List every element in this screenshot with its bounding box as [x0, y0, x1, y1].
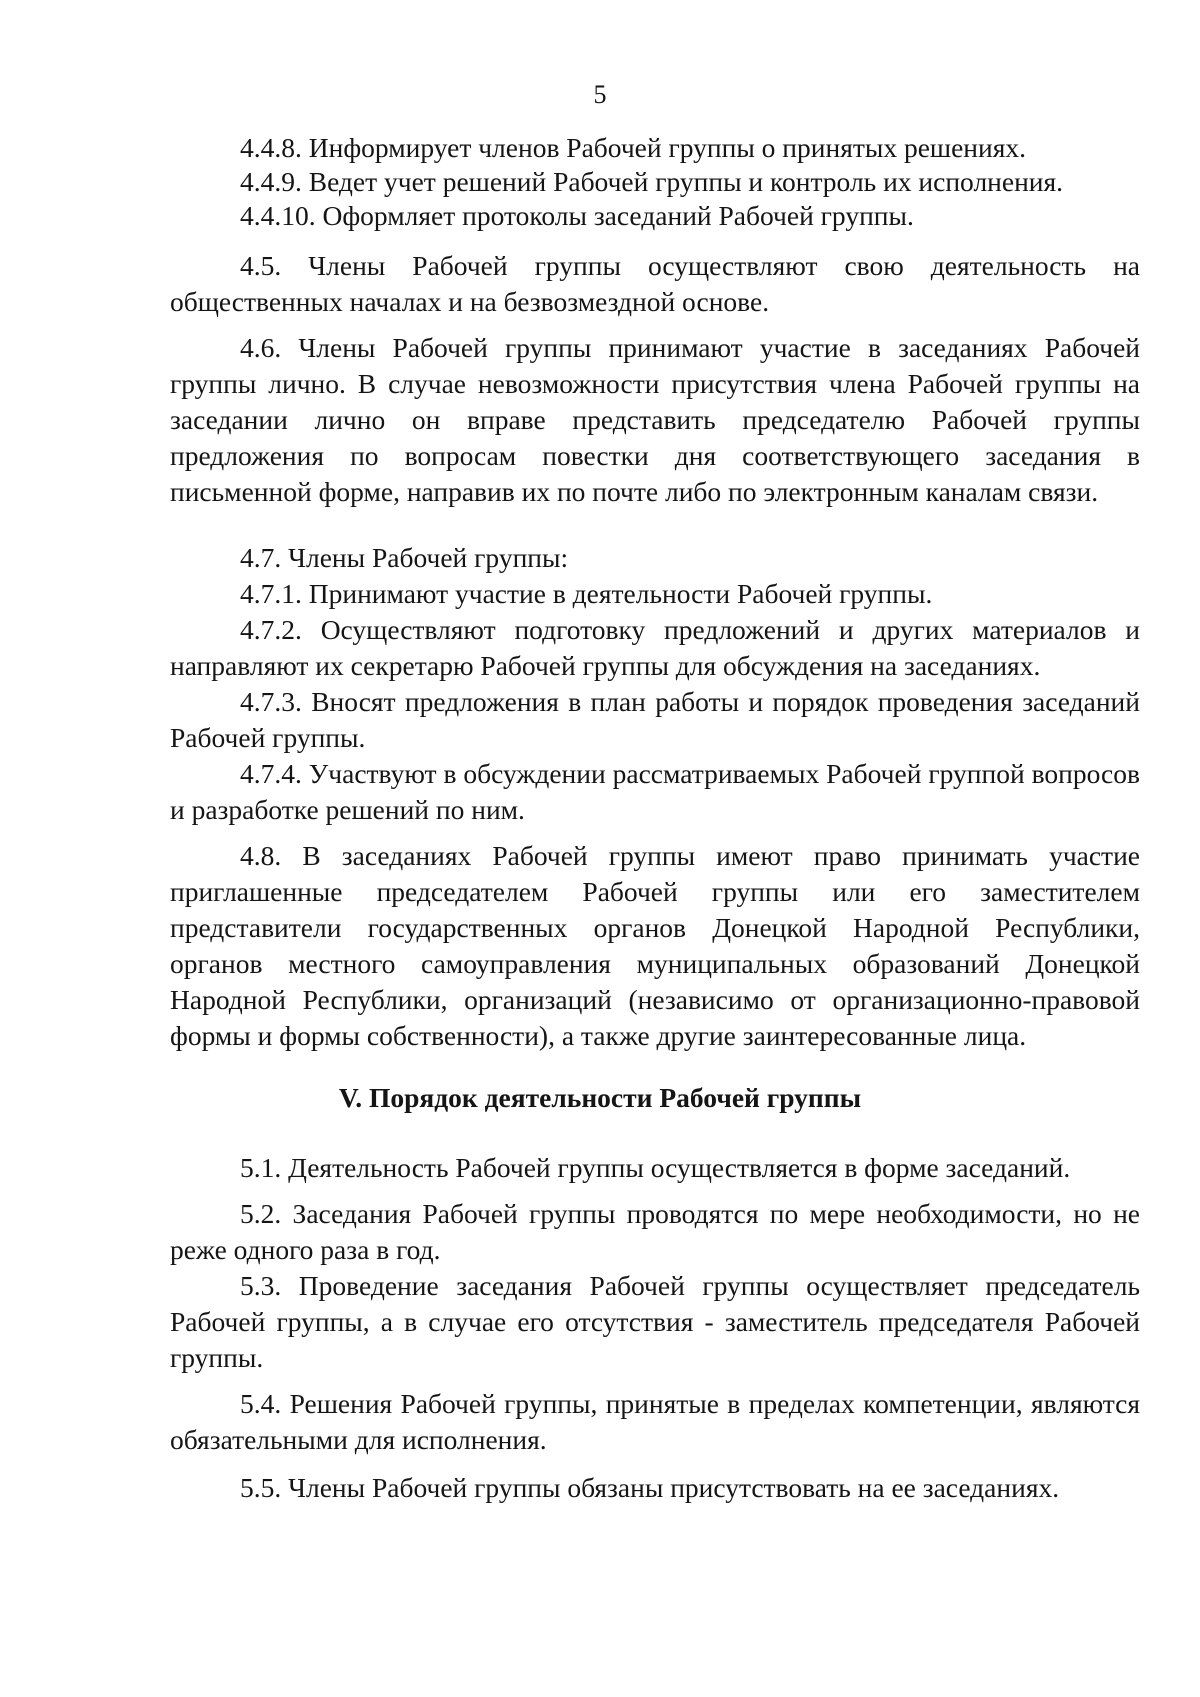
- paragraph-5-2: 5.2. Заседания Рабочей группы проводятся по мере необходимости, но не реже одного раза в год.: [170, 1198, 1140, 1265]
- paragraph-5-5: 5.5. Члены Рабочей группы обязаны присутствовать на ее заседаниях.: [240, 1472, 1060, 1503]
- page-number: 5: [593, 80, 607, 109]
- paragraph-4-5: 4.5. Члены Рабочей группы осуществляют свою деятельность на общественных началах и на безвозмездной основе.: [170, 250, 1140, 317]
- paragraph-4-4-8: 4.4.8. Информирует членов Рабочей группы о принятых решениях.: [240, 132, 1027, 163]
- paragraph-4-6: 4.6. Члены Рабочей группы принимают участие в заседаниях Рабочей группы лично. В случае невозможности присутствия члена Рабочей группы на заседании лично он вправе представить председателю Рабочей группы предложения по вопросам повестки дня соответствующего заседания в письменной форме, направив их по почте либо по электронным каналам связи.: [170, 332, 1140, 507]
- paragraph-4-8: 4.8. В заседаниях Рабочей группы имеют право принимать участие приглашенные председателем Рабочей группы или его заместителем представители государственных органов Донецкой Народной Республики, органов местного самоуправления муниципальных образований Донецкой Народной Республики, организаций (независимо от организационно-правовой формы и формы собственности), а также другие заинтересованные лица.: [170, 840, 1140, 1051]
- section-heading: V. Порядок деятельности Рабочей группы: [338, 1082, 862, 1113]
- paragraph-4-7-3: 4.7.3. Вносят предложения в план работы и порядок проведения заседаний Рабочей группы.: [170, 686, 1140, 753]
- paragraph-4-4-9: 4.4.9. Ведет учет решений Рабочей группы и контроль их исполнения.: [240, 166, 1064, 197]
- paragraph-4-7-2: 4.7.2. Осуществляют подготовку предложений и других материалов и направляют их секретарю Рабочей группы для обсуждения на заседаниях.: [170, 614, 1140, 681]
- paragraph-5-3: 5.3. Проведение заседания Рабочей группы осуществляет председатель Рабочей группы, а в случае его отсутствия - заместитель председателя Рабочей группы.: [170, 1270, 1140, 1373]
- paragraph-5-4: 5.4. Решения Рабочей группы, принятые в пределах компетенции, являются обязательными для исполнения.: [170, 1388, 1140, 1455]
- paragraph-5-1: 5.1. Деятельность Рабочей группы осуществляется в форме заседаний.: [240, 1152, 1071, 1183]
- paragraph-4-7: 4.7. Члены Рабочей группы:: [240, 542, 569, 573]
- paragraph-4-7-4: 4.7.4. Участвуют в обсуждении рассматриваемых Рабочей группой вопросов и разработке решений по ним.: [170, 758, 1140, 825]
- paragraph-4-7-1: 4.7.1. Принимают участие в деятельности Рабочей группы.: [240, 578, 933, 609]
- paragraph-4-4-10: 4.4.10. Оформляет протоколы заседаний Рабочей группы.: [240, 200, 914, 231]
